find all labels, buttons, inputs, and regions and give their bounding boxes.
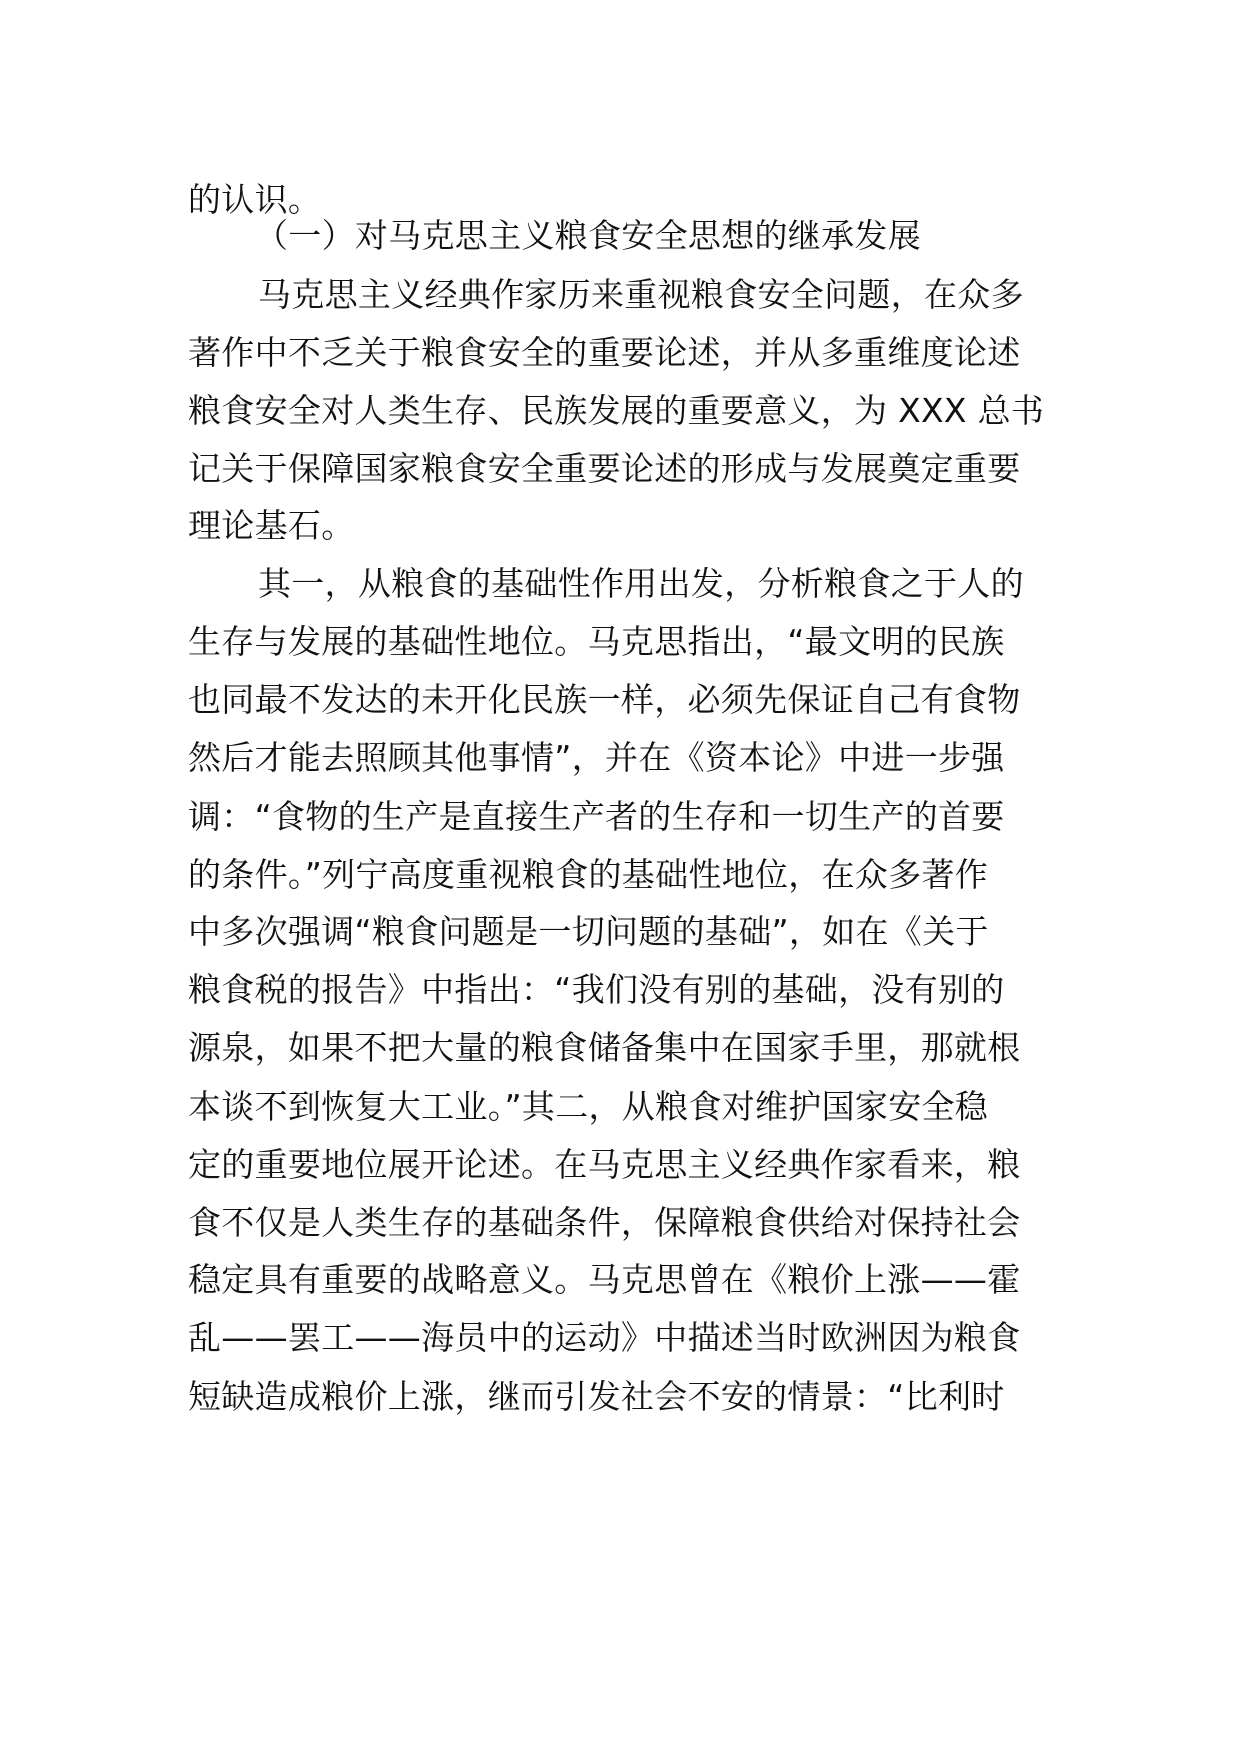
text-line: 调：“食物的生产是直接生产者的生存和一切生产的首要 <box>188 797 1005 836</box>
text-line: 粮食税的报告》中指出：“我们没有别的基础，没有别的 <box>188 970 1005 1009</box>
text-line: 其一，从粮食的基础性作用出发，分析粮食之于人的 <box>258 564 1024 603</box>
text-line: 记关于保障国家粮食安全重要论述的形成与发展奠定重要 <box>188 449 1021 488</box>
text-line: 的条件。”列宁高度重视粮食的基础性地位，在众多著作 <box>188 855 989 894</box>
text-line: 定的重要地位展开论述。在马克思主义经典作家看来，粮 <box>188 1145 1021 1184</box>
text-line: 的认识。 <box>188 180 322 219</box>
text-line: 本谈不到恢复大工业。”其二，从粮食对维护国家安全稳 <box>188 1087 989 1126</box>
text-line: 生存与发展的基础性地位。马克思指出，“最文明的民族 <box>188 622 1005 661</box>
text-line: 乱——罢工——海员中的运动》中描述当时欧洲因为粮食 <box>188 1318 1021 1357</box>
text-line: 马克思主义经典作家历来重视粮食安全问题，在众多 <box>258 275 1024 314</box>
text-line: 著作中不乏关于粮食安全的重要论述，并从多重维度论述 <box>188 333 1021 372</box>
text-line: 也同最不发达的未开化民族一样，必须先保证自己有食物 <box>188 680 1021 719</box>
text-line: 源泉，如果不把大量的粮食储备集中在国家手里，那就根 <box>188 1028 1021 1067</box>
text-line: 理论基石。 <box>188 506 355 545</box>
text-line: 然后才能去照顾其他事情”，并在《资本论》中进一步强 <box>188 738 1005 777</box>
text-line: 食不仅是人类生存的基础条件，保障粮食供给对保持社会 <box>188 1203 1021 1242</box>
text-line: 中多次强调“粮食问题是一切问题的基础”，如在《关于 <box>188 912 989 951</box>
text-line: 稳定具有重要的战略意义。马克思曾在《粮价上涨——霍 <box>188 1260 1021 1299</box>
section-heading: （一）对马克思主义粮食安全思想的继承发展 <box>255 216 921 255</box>
text-line: 短缺造成粮价上涨，继而引发社会不安的情景：“比利时 <box>188 1377 1005 1416</box>
text-line: 粮食安全对人类生存、民族发展的重要意义，为 XXX 总书 <box>188 391 1045 430</box>
